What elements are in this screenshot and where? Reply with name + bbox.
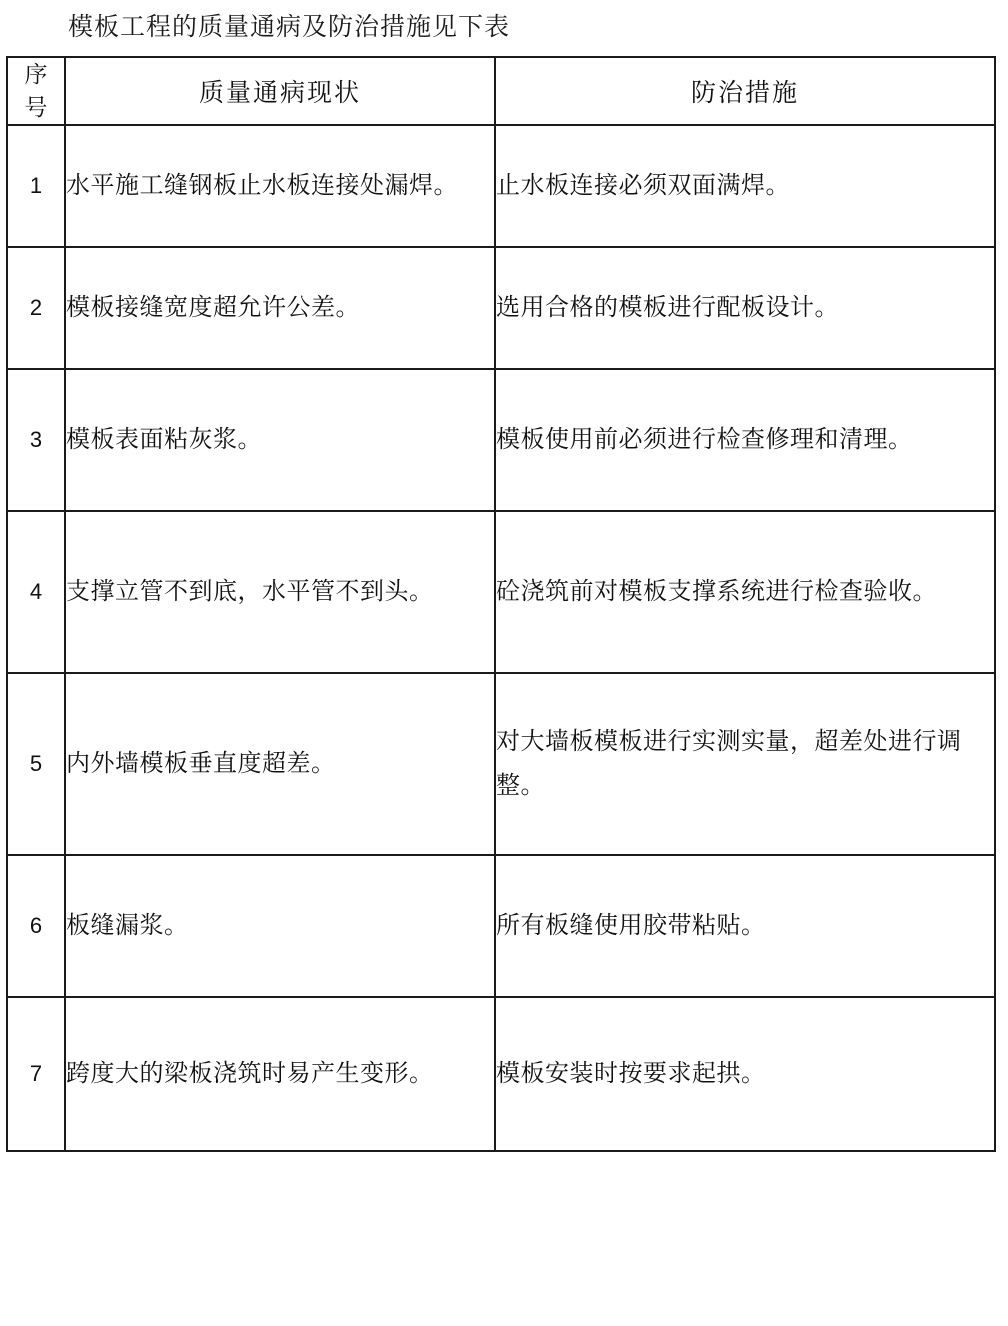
row-measure: 模板使用前必须进行检查修理和清理。 [495,369,995,511]
table-row [7,997,995,1151]
table-row [7,125,995,247]
row-number: 1 [7,125,65,247]
table-row [7,511,995,673]
table-row [7,369,995,511]
row-measure: 对大墙板模板进行实测实量，超差处进行调整。 [495,673,995,855]
row-number: 4 [7,511,65,673]
row-number: 3 [7,369,65,511]
column-header-measure: 防治措施 [495,57,995,125]
row-measure: 所有板缝使用胶带粘贴。 [495,855,995,997]
row-symptom: 板缝漏浆。 [65,855,495,997]
page-title: 模板工程的质量通病及防治措施见下表 [68,13,511,41]
row-symptom: 内外墙模板垂直度超差。 [65,673,495,855]
column-header-no-line2: 号 [24,94,48,120]
table-row [7,855,995,997]
row-measure: 选用合格的模板进行配板设计。 [495,247,995,369]
row-symptom: 水平施工缝钢板止水板连接处漏焊。 [65,125,495,247]
quality-defects-table [6,56,996,1152]
row-number: 7 [7,997,65,1151]
column-header-no-line1: 序 [24,61,48,87]
column-header-no [7,57,65,125]
row-number: 5 [7,673,65,855]
row-measure: 模板安装时按要求起拱。 [495,997,995,1151]
row-measure: 止水板连接必须双面满焊。 [495,125,995,247]
table-row [7,247,995,369]
row-symptom: 模板表面粘灰浆。 [65,369,495,511]
row-measure: 砼浇筑前对模板支撑系统进行检查验收。 [495,511,995,673]
row-number: 6 [7,855,65,997]
row-symptom: 支撑立管不到底，水平管不到头。 [65,511,495,673]
row-symptom: 模板接缝宽度超允许公差。 [65,247,495,369]
row-number: 2 [7,247,65,369]
table-row [7,673,995,855]
table-header-row [7,57,995,125]
column-header-symptom: 质量通病现状 [65,57,495,125]
row-symptom: 跨度大的梁板浇筑时易产生变形。 [65,997,495,1151]
